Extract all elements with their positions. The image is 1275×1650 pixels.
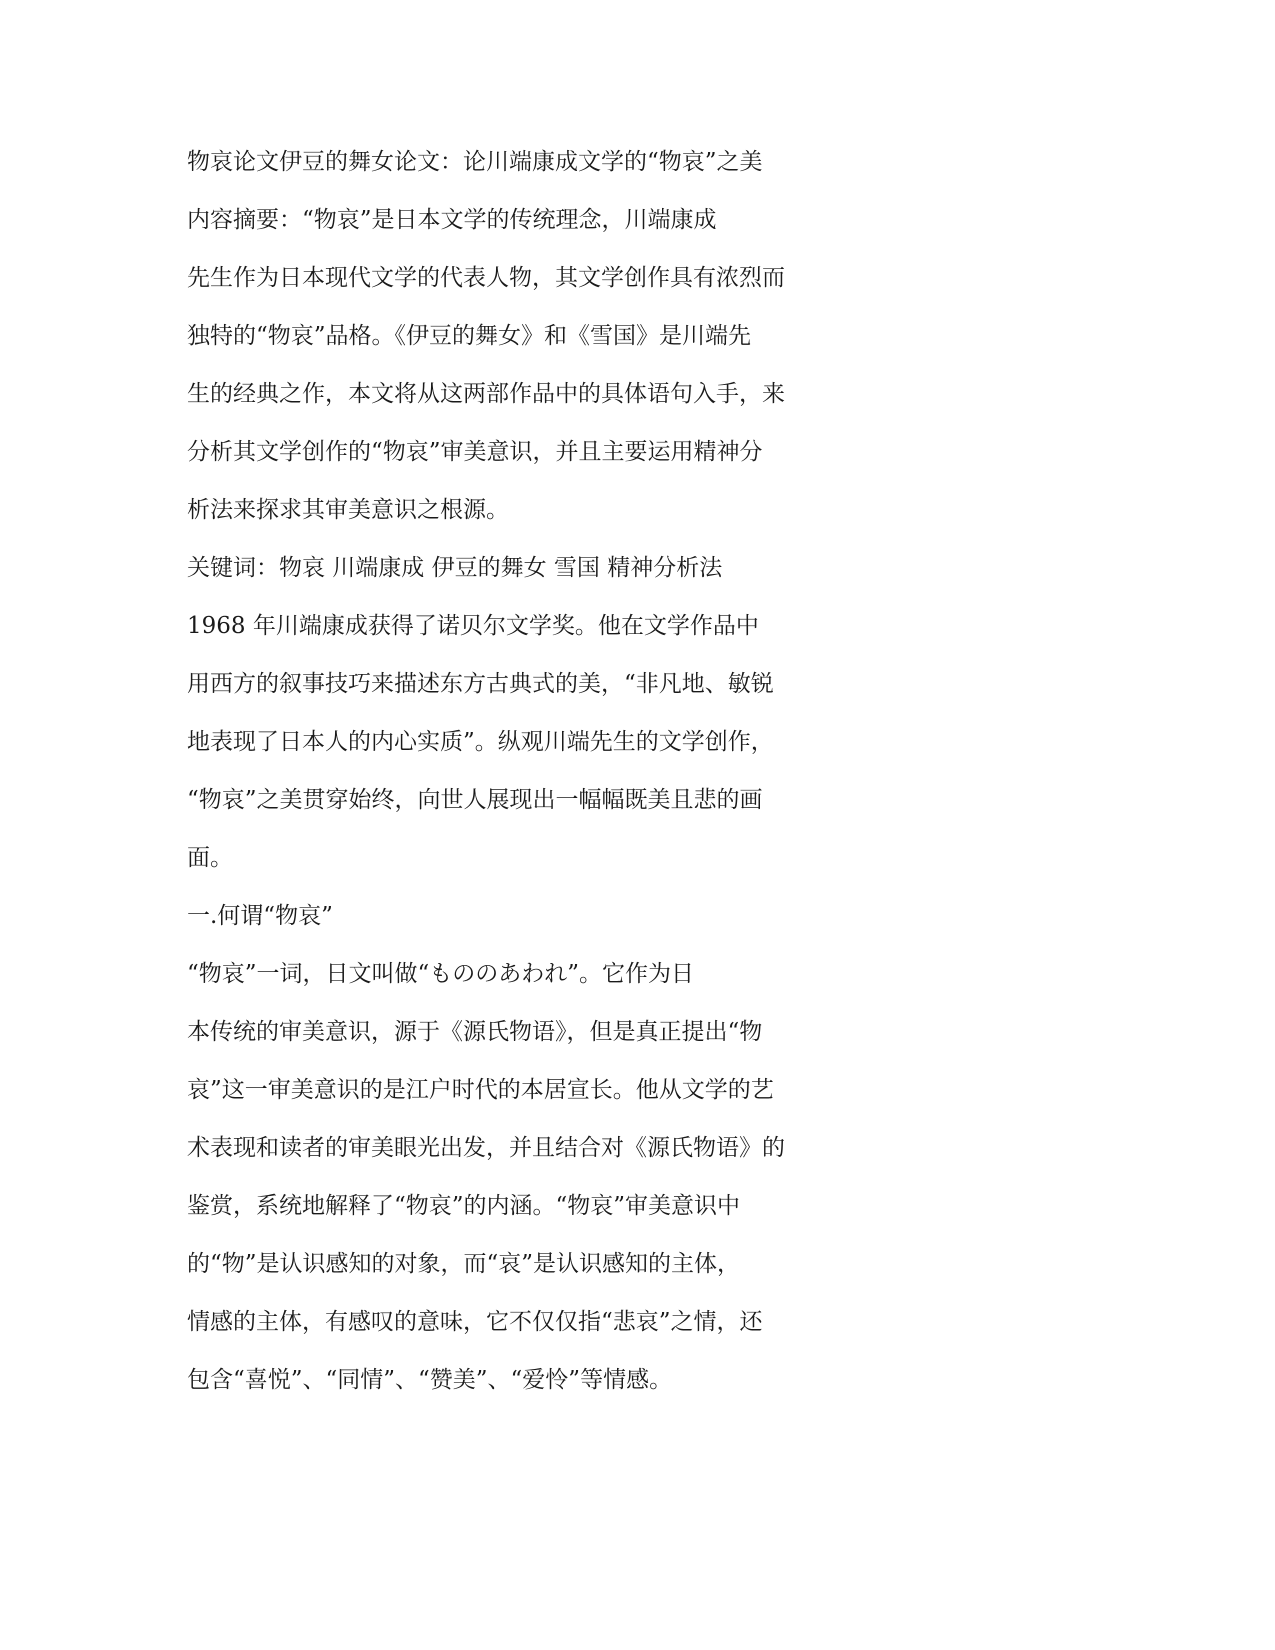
abstract-line: 独特的“物哀”品格。《伊豆的舞女》和《雪国》是川端先 [187, 323, 752, 349]
body-line: 术表现和读者的审美眼光出发，并且结合对《源氏物语》的 [187, 1135, 785, 1161]
document-title: 物哀论文伊豆的舞女论文：论川端康成文学的“物哀”之美 [187, 149, 763, 175]
body-line: 哀”这一审美意识的是江户时代的本居宣长。他从文学的艺 [187, 1077, 774, 1103]
body-line: 情感的主体，有感叹的意味，它不仅仅指“悲哀”之情，还 [187, 1309, 763, 1335]
body-line: “物哀”一词，日文叫做“もののあわれ”。它作为日 [187, 961, 695, 987]
body-line: 包含“喜悦”、“同情”、“赞美”、“爱怜”等情感。 [187, 1367, 673, 1393]
abstract-line: 析法来探求其审美意识之根源。 [187, 497, 509, 523]
abstract-line: 内容摘要：“物哀”是日本文学的传统理念，川端康成 [187, 207, 717, 233]
body-line: 面。 [187, 845, 233, 871]
keywords-line: 关键词：物哀 川端康成 伊豆的舞女 雪国 精神分析法 [187, 555, 723, 581]
body-line: 的“物”是认识感知的对象，而“哀”是认识感知的主体， [187, 1251, 741, 1277]
abstract-line: 先生作为日本现代文学的代表人物，其文学创作具有浓烈而 [187, 265, 785, 291]
body-line: 用西方的叙事技巧来描述东方古典式的美，“非凡地、敏锐 [187, 671, 774, 697]
section-heading: 一.何谓“物哀” [187, 903, 333, 929]
body-line: 1968 年川端康成获得了诺贝尔文学奖。他在文学作品中 [187, 613, 759, 639]
body-line: 鉴赏，系统地解释了“物哀”的内涵。“物哀”审美意识中 [187, 1193, 741, 1219]
body-line: 地表现了日本人的内心实质”。纵观川端先生的文学创作， [187, 729, 774, 755]
body-line: “物哀”之美贯穿始终，向世人展现出一幅幅既美且悲的画 [187, 787, 763, 813]
body-line: 本传统的审美意识，源于《源氏物语》，但是真正提出“物 [187, 1019, 763, 1045]
abstract-line: 生的经典之作，本文将从这两部作品中的具体语句入手，来 [187, 381, 785, 407]
abstract-line: 分析其文学创作的“物哀”审美意识，并且主要运用精神分 [187, 439, 763, 465]
